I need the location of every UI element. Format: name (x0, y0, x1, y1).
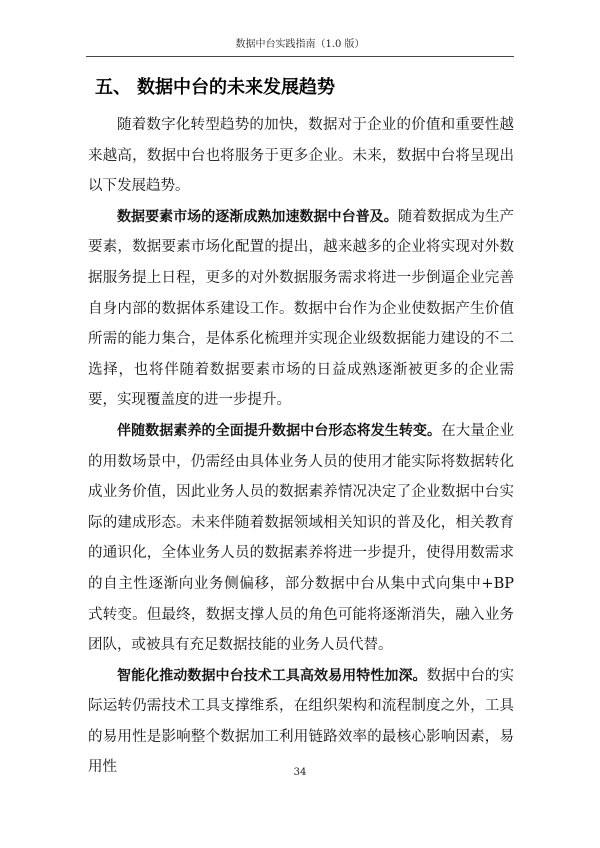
paragraph-text: 在大量企业的用数场景中，仍需经由具体业务人员的使用才能实际将数据转化成业务价值，因此业务人员的数据素养情况决定了企业数据中台实际的建成形态。未来伴随着数据领域相关知识的普及化，相关教育的通识化，全体业务人员的数据素养将进一步提升，使得用数需求的自主性逐渐向业务侧偏移，部分数据中台从集中式向集中+BP 式转变。但最终，数据支撑人员的角色可能将逐渐消失，融入业务团队，或被具有充足数据技能的业务人员代替。 (88, 422, 515, 654)
paragraph-lead: 伴随数据素养的全面提升数据中台形态将发生转变。 (117, 422, 442, 439)
paragraph-text: 数据中台的实际运转仍需技术工具支撑维系，在组织架构和流程制度之外，工具的易用性是影响整个数据加工利用链路效率的最核心影响因素，易用性 (88, 667, 515, 776)
section-number: 五、 (95, 77, 131, 98)
paragraph (88, 416, 514, 661)
paragraph (88, 661, 514, 783)
paragraph-lead: 智能化推动数据中台技术工具高效易用特性加深。 (117, 667, 427, 684)
running-header: 数据中台实践指南（1.0 版） (235, 39, 365, 50)
paragraph-text: 随着数字化转型趋势的加快，数据对于企业的价值和重要性越来越高，数据中台也将服务于更多企业。未来，数据中台将呈现出以下发展趋势。 (88, 117, 514, 195)
section-title: 数据中台的未来发展趋势 (137, 77, 335, 98)
header-rule (86, 56, 514, 57)
body-text (88, 110, 514, 783)
paragraph-lead: 数据要素市场的逐渐成熟加速数据中台普及。 (117, 208, 398, 225)
section-heading (95, 76, 335, 100)
paragraph (88, 110, 514, 202)
paragraph (88, 202, 514, 416)
page-number: 34 (293, 767, 307, 778)
paragraph-text: 随着数据成为生产要素，数据要素市场化配置的提出，越来越多的企业将实现对外数据服务提上日程，更多的对外数据服务需求将进一步倒逼企业完善自身内部的数据体系建设工作。数据中台作为企业使数据产生价值所需的能力集合，是体系化梳理并实现企业级数据能力建设的不二选择，也将伴随着数据要素市场的日益成熟逐渐被更多的企业需要，实现覆盖度的进一步提升。 (88, 208, 515, 409)
